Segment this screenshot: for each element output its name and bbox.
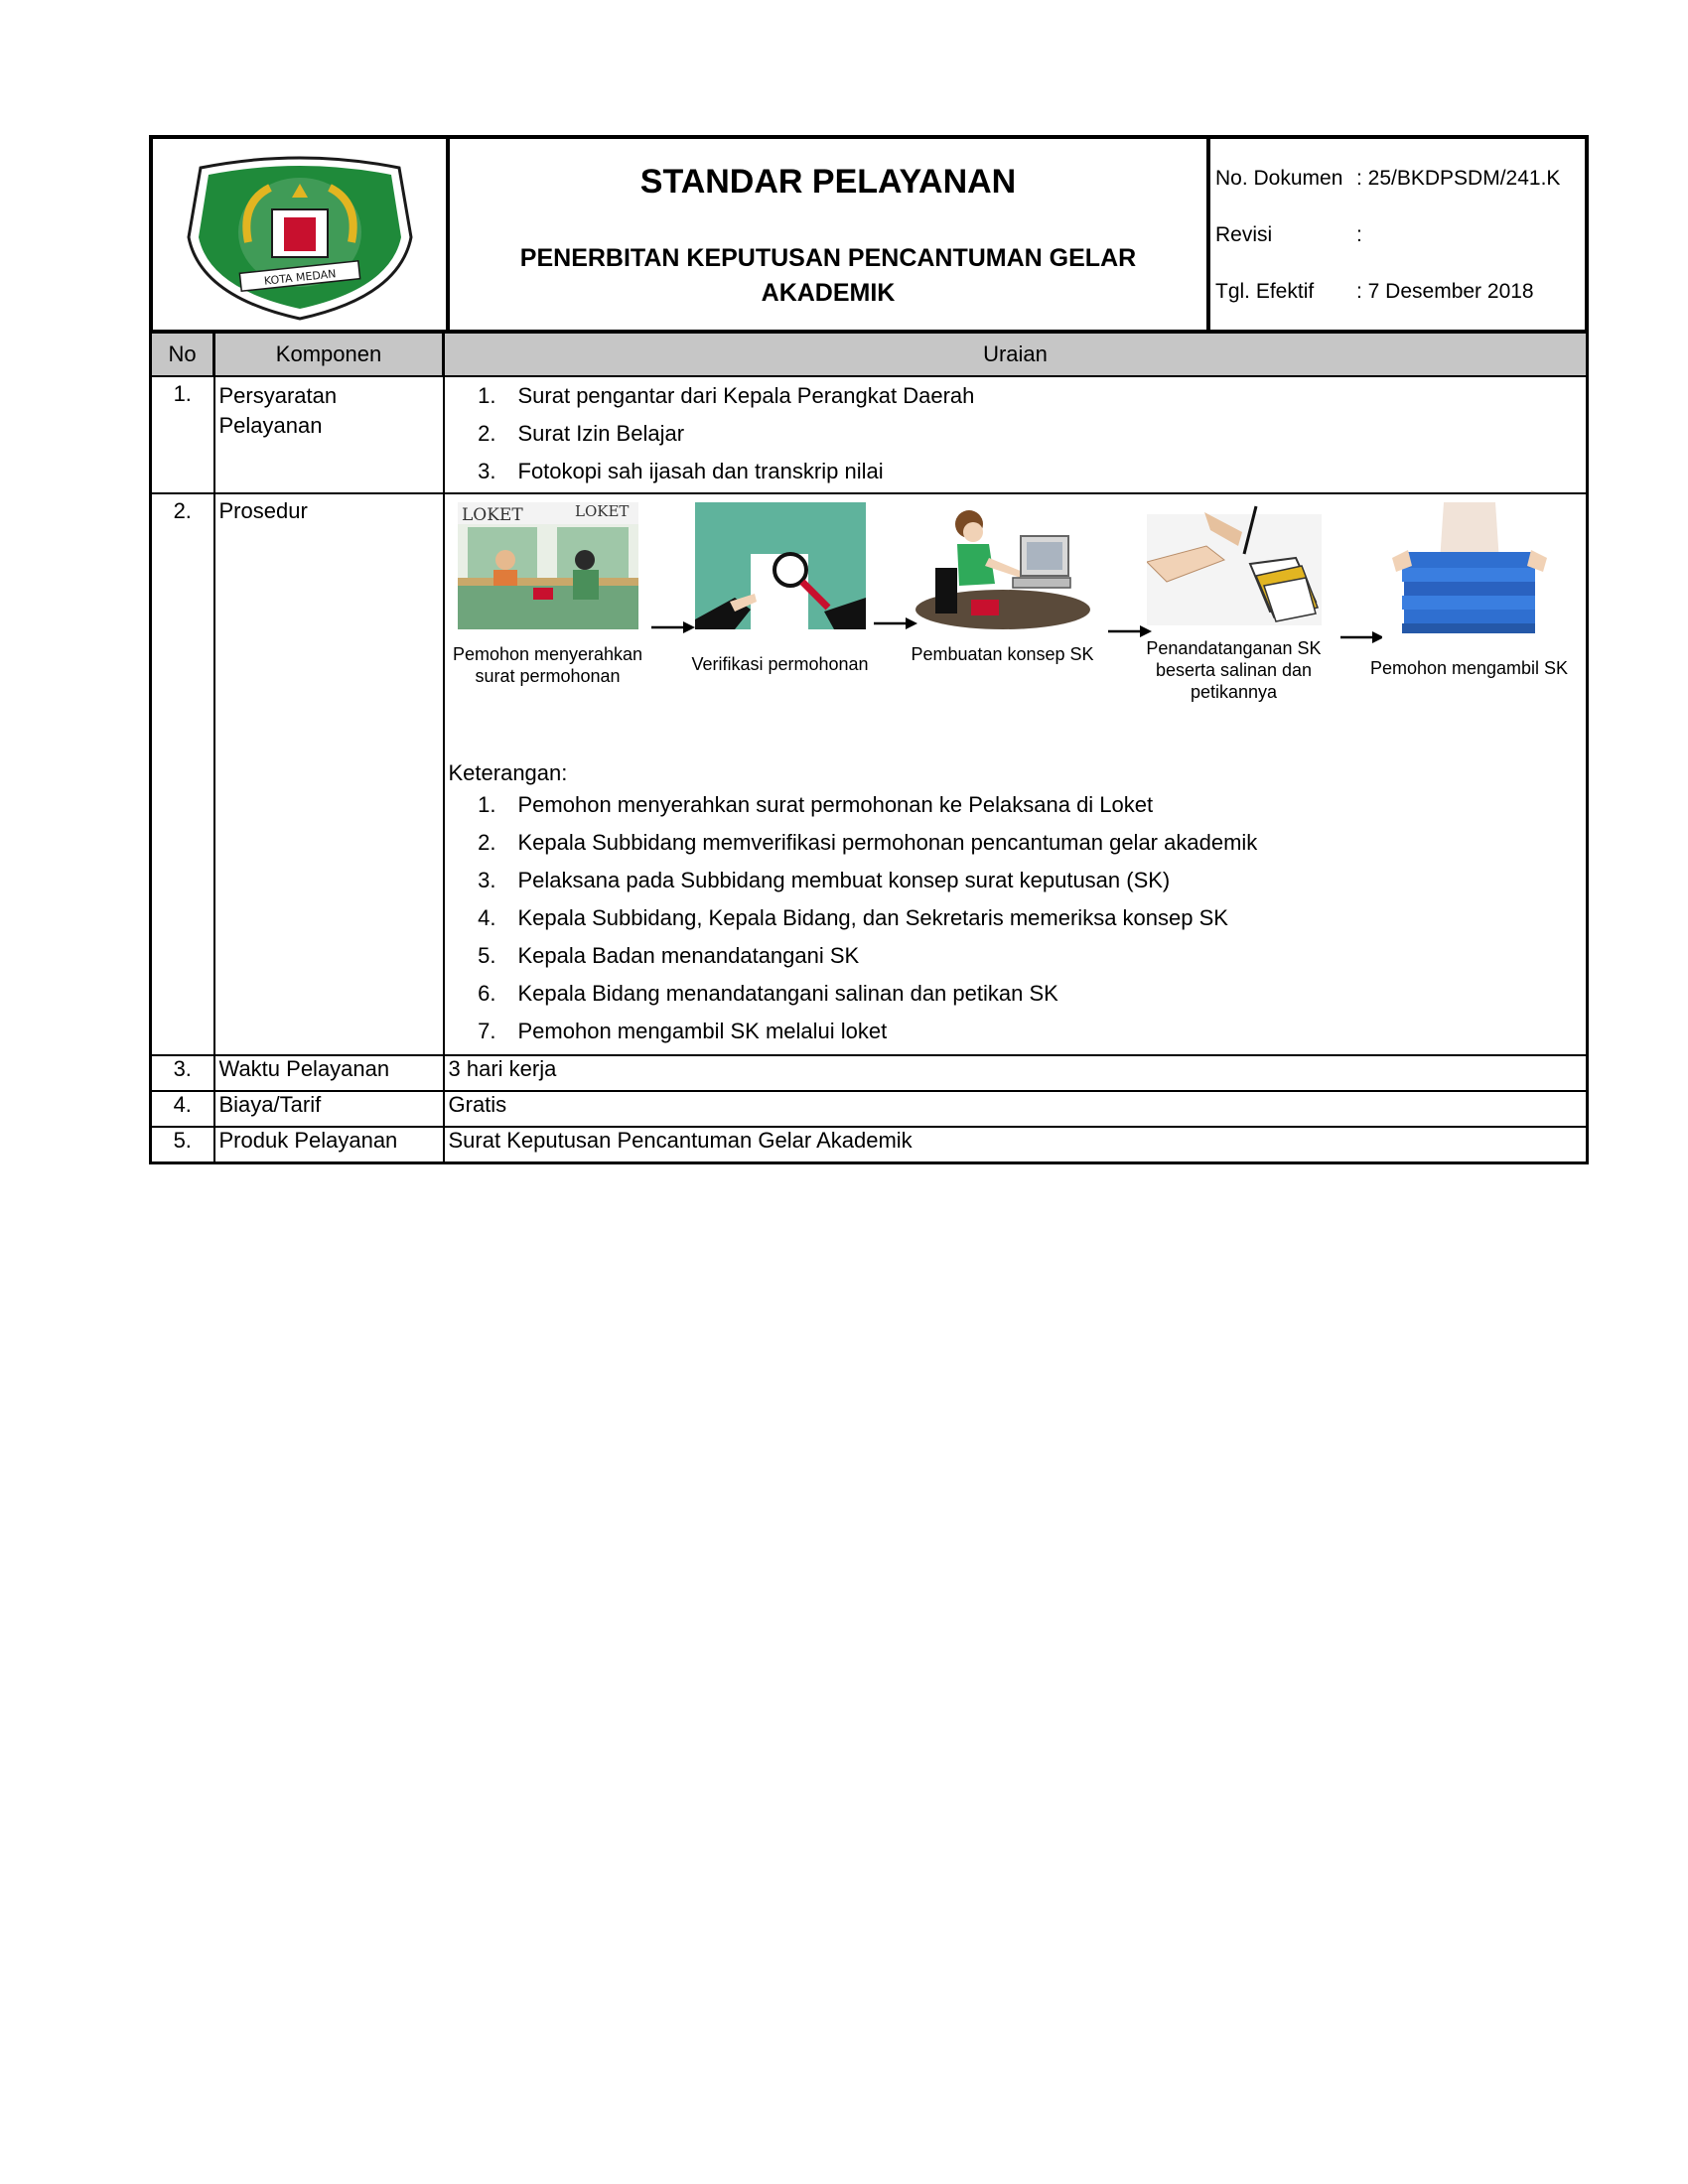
flow-step (449, 502, 647, 687)
folder-stack-icon (1382, 502, 1557, 639)
meta-value: : 25/BKDPSDM/241.K (1356, 167, 1561, 190)
kota-medan-logo (181, 148, 419, 322)
table-header-row (151, 334, 1588, 376)
row-number: 3. (151, 1055, 214, 1091)
col-header-komponen: Komponen (214, 334, 444, 376)
list-item: 4. Kepala Subbidang, Kepala Bidang, dan Sekretaris memeriksa konsep SK (478, 905, 1228, 930)
procedure-flow (449, 502, 1583, 751)
list-item: 1. Pemohon menyerahkan surat permohonan ke Pelaksana di Loket (478, 792, 1154, 817)
keterangan-list (449, 786, 1583, 1050)
keterangan-label: Keterangan: (448, 760, 568, 785)
page-subtitle: PENERBITAN KEPUTUSAN PENCANTUMAN GELAR AKADEMIK (519, 244, 1137, 307)
requirements-list (455, 377, 1583, 490)
row-komponen: Waktu Pelayanan (214, 1055, 444, 1091)
document-meta (1210, 139, 1585, 330)
table-row-produk (151, 1127, 1588, 1162)
loket-sign: LOKET (461, 505, 523, 525)
col-header-no: No (151, 334, 214, 376)
flow-step-caption: Pembuatan konsep SK (911, 644, 1094, 664)
list-item: 1. Surat pengantar dari Kepala Perangkat Daerah (478, 383, 975, 408)
flow-step (1135, 502, 1334, 703)
title-cell (450, 139, 1210, 330)
logo-cell (153, 139, 450, 330)
table-row-biaya (151, 1091, 1588, 1127)
meta-value: : (1356, 223, 1362, 246)
row-uraian: Gratis (444, 1091, 1588, 1127)
page-title: STANDAR PELAYANAN (639, 163, 1017, 201)
list-item: 2. Kepala Subbidang memverifikasi permohonan pencantuman gelar akademik (478, 830, 1258, 855)
row-uraian: Surat Keputusan Pencantuman Gelar Akademik (444, 1127, 1588, 1162)
table-row-persyaratan (151, 376, 1588, 493)
counter-service-icon (458, 502, 638, 629)
row-number: 1. (151, 376, 214, 493)
row-number: 2. (151, 493, 214, 1055)
row-uraian: 3 hari kerja (444, 1055, 1588, 1091)
flow-step-caption: Pemohon menyerahkan surat permohonan (452, 644, 643, 686)
service-standard-table (149, 334, 1589, 1164)
flow-step-caption: Verifikasi permohonan (691, 654, 869, 674)
meta-row-revisi (1215, 223, 1585, 280)
row-number: 4. (151, 1091, 214, 1127)
row-uraian (444, 376, 1588, 493)
meta-row-no-dokumen (1215, 167, 1585, 223)
row-komponen: Produk Pelayanan (214, 1127, 444, 1162)
computer-typing-icon (914, 502, 1092, 631)
list-item: 3. Fotokopi sah ijasah dan transkrip nilai (478, 459, 884, 483)
row-komponen: Biaya/Tarif (214, 1091, 444, 1127)
flow-step-caption: Penandatanganan SK beserta salinan dan petikannya (1146, 638, 1322, 702)
flow-step (681, 502, 880, 675)
list-item: 3. Pelaksana pada Subbidang membuat konsep surat keputusan (SK) (478, 868, 1171, 892)
meta-label: Tgl. Efektif (1215, 280, 1315, 303)
meta-label: No. Dokumen (1215, 167, 1343, 190)
row-number: 5. (151, 1127, 214, 1162)
document-header (149, 135, 1589, 334)
signing-document-icon (1147, 502, 1322, 629)
row-komponen: Prosedur (214, 493, 444, 1055)
row-komponen: Persyaratan Pelayanan (214, 376, 444, 493)
table-row-waktu (151, 1055, 1588, 1091)
flow-step (904, 502, 1102, 665)
list-item: 6. Kepala Bidang menandatangani salinan dan petikan SK (478, 981, 1058, 1006)
meta-row-tgl-efektif (1215, 280, 1585, 337)
list-item: 5. Kepala Badan menandatangani SK (478, 943, 860, 968)
document-sheet (149, 135, 1589, 1164)
col-header-uraian: Uraian (444, 334, 1588, 376)
row-uraian (444, 493, 1588, 1055)
logo-banner-text: KOTA MEDAN (262, 266, 337, 288)
list-item: 7. Pemohon mengambil SK melalui loket (478, 1019, 888, 1043)
table-row-prosedur (151, 493, 1588, 1055)
meta-value: : 7 Desember 2018 (1356, 280, 1534, 303)
meta-label: Revisi (1215, 223, 1273, 246)
flow-step-caption: Pemohon mengambil SK (1369, 658, 1569, 678)
loket-sign: LOKET (574, 502, 629, 520)
magnifier-document-icon (695, 502, 866, 629)
list-item: 2. Surat Izin Belajar (478, 421, 685, 446)
flow-step (1370, 502, 1569, 679)
